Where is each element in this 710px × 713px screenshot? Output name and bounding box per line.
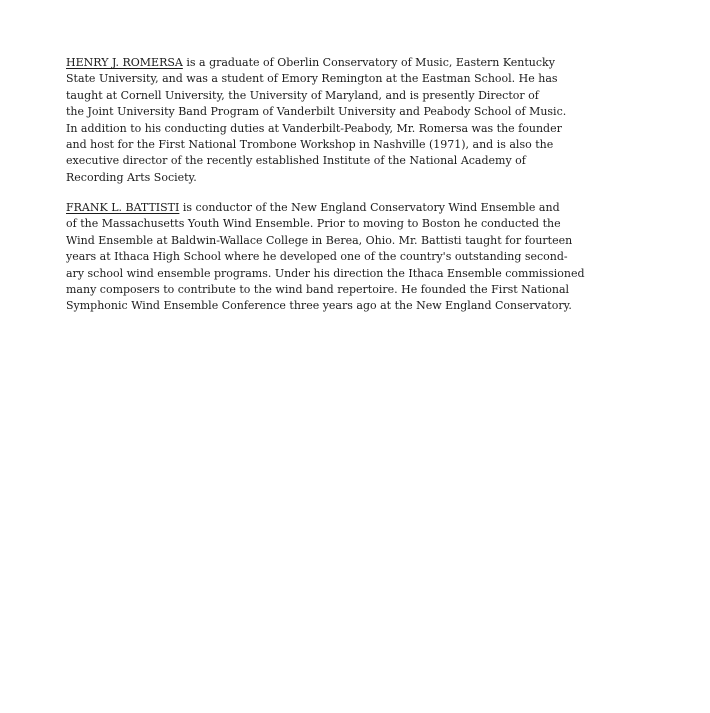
bio-paragraph-romersa xyxy=(66,55,636,186)
bio-line: executive director of the recently established Institute of the National Academy of xyxy=(66,154,526,168)
bio-name: HENRY J. ROMERSA xyxy=(66,56,183,69)
bio-line: ary school wind ensemble programs. Under his direction the Ithaca Ensemble commissioned xyxy=(66,266,585,280)
bio-line: Recording Arts Society. xyxy=(66,170,197,184)
bio-line xyxy=(66,200,636,216)
bio-line: Wind Ensemble at Baldwin-Wallace College in Berea, Ohio. Mr. Battisti taught for fourteen xyxy=(66,233,573,247)
bio-paragraph-battisti xyxy=(66,200,636,315)
bio-line: and host for the First National Trombone Workshop in Nashville (1971), and is also the xyxy=(66,138,554,152)
bio-line: many composers to contribute to the wind band repertoire. He founded the First National xyxy=(66,283,570,297)
bio-line xyxy=(66,55,636,71)
bio-line: years at Ithaca High School where he developed one of the country's outstanding second- xyxy=(66,250,568,264)
bio-line: the Joint University Band Program of Vanderbilt University and Peabody School of Music. xyxy=(66,105,567,119)
bio-text: is a graduate of Oberlin Conservatory of Music, Eastern Kentucky xyxy=(182,56,555,69)
bio-line: of the Massachusetts Youth Wind Ensemble. Prior to moving to Boston he conducted the xyxy=(66,217,561,231)
bio-line: In addition to his conducting duties at Vanderbilt-Peabody, Mr. Romersa was the founder xyxy=(66,121,562,135)
bio-line: Symphonic Wind Ensemble Conference three years ago at the New England Conservatory. xyxy=(66,299,572,313)
bio-name: FRANK L. BATTISTI xyxy=(66,201,180,214)
bio-line: State University, and was a student of Emory Remington at the Eastman School. He has xyxy=(66,72,558,86)
bio-text: is conductor of the New England Conservatory Wind Ensemble and xyxy=(179,201,560,214)
bio-line: taught at Cornell University, the University of Maryland, and is presently Director of xyxy=(66,88,539,102)
